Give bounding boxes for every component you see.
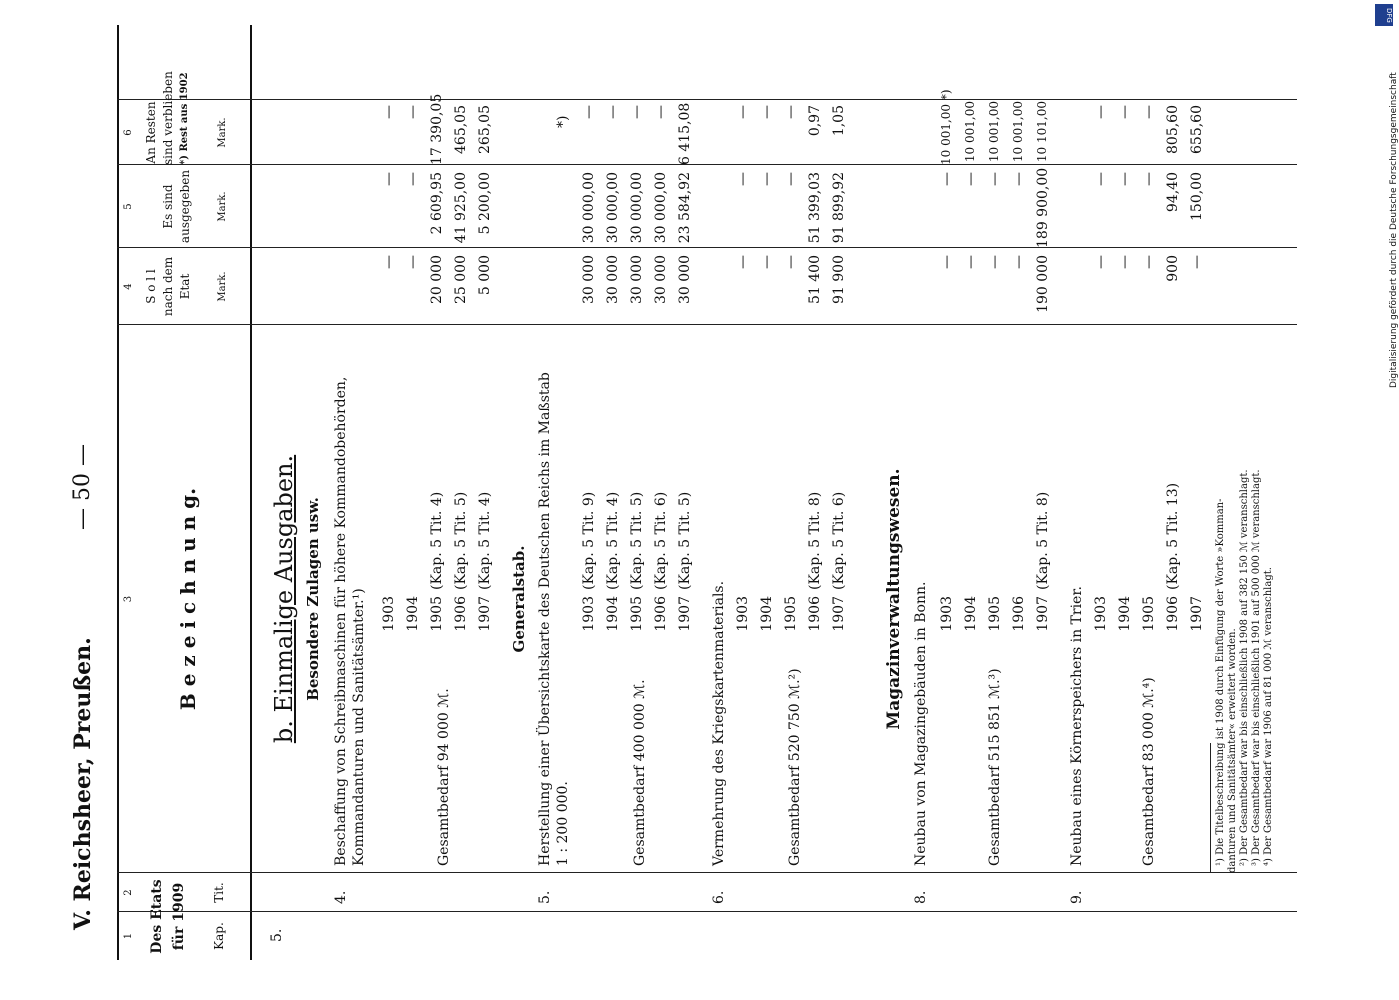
mark-label: Mark. [217,271,228,302]
footnote: ³) Der Gesamtbedarf war bis einschließlich 1901 auf 500 000 ℳ veranschlagt. [1251,469,1262,866]
ausgegeben-value: 23 584,92 [677,172,693,244]
column-number: 2 [123,889,134,896]
year: 1906 [1165,596,1181,632]
reste-heading: *) Rest aus 1902 [179,72,190,165]
soll-value: — [759,255,775,269]
year: 1905 [1141,596,1157,632]
ausgegeben-value: 91 899,92 [831,172,847,244]
reference: (Kap. 5 Tit. 5) [629,491,645,590]
ausgegeben-value: — [963,172,979,186]
soll-value: 25 000 [453,255,469,304]
gesamtbedarf: Gesamtbedarf 520 750 ℳ.²) [787,668,803,866]
rest-value: — [1117,105,1133,119]
year: 1904 [405,596,421,632]
gesamtbedarf: Gesamtbedarf 83 000 ℳ.⁴) [1141,677,1157,866]
rest-value: 17 390,05 [429,93,445,165]
rest-value: 10 001,00 [987,101,1001,163]
rest-value: 1,05 [831,105,847,137]
mark-label: Mark. [217,117,228,148]
ausgegeben-value: 150,00 [1189,172,1205,221]
kap-heading: Kap. [212,922,226,950]
year: 1904 [605,596,621,632]
rest-value: 465,05 [453,105,469,154]
ausgegeben-value: — [783,172,799,186]
item-text: Beschaffung von Schreibmaschinen für höhere Kommandobehörden, [333,376,349,866]
reference: (Kap. 5 Tit. 5) [677,491,693,590]
reference: (Kap. 5 Tit. 4) [477,491,493,590]
year: 1907 [677,596,693,632]
soll-value: 190 000 [1035,255,1051,313]
ausgegeben-value: — [759,172,775,186]
year: 1905 [429,596,445,632]
ausgegeben-value: 30 000,00 [605,172,621,244]
soll-value: 900 [1165,255,1181,282]
ausgegeben-value: 5 200,00 [477,172,493,235]
year: 1907 [477,596,493,632]
ausgegeben-value: 2 609,95 [429,172,445,235]
reference: (Kap. 5 Tit. 8) [1035,491,1051,590]
soll-value: — [1141,255,1157,269]
mark-label: Mark. [217,191,228,222]
reste-heading: sind verblieben [161,71,175,165]
soll-heading: Etat [178,273,192,300]
soll-value: — [963,255,979,269]
soll-value: 51 400 [807,255,823,304]
column-number: 1 [123,932,134,940]
ausgegeben-value: — [1141,172,1157,186]
ausgegeben-value: — [939,172,955,186]
soll-value: — [1189,255,1205,269]
ausgegeben-value: — [987,172,1003,186]
item-number: 9. [1069,890,1085,904]
soll-value: — [1117,255,1133,269]
rest-value: — [759,105,775,119]
ausgegeben-value: 94,40 [1165,172,1181,213]
year: 1903 [1093,596,1109,632]
ausgegeben-value: 30 000,00 [653,172,669,244]
item-number: 6. [711,890,727,904]
item-text: Neubau von Magazingebäuden in Bonn. [913,581,929,866]
year: 1904 [1117,596,1133,632]
year: 1903 [735,596,751,632]
rest-value: 805,60 [1165,105,1181,154]
item-number: 8. [913,890,929,904]
column-number: 3 [123,595,134,603]
footnote: ⁴) Der Gesamtbedarf war 1906 auf 81 000 ℳ veranschlagt. [1263,567,1274,866]
gesamtbedarf: Gesamtbedarf 515 851 ℳ.³) [987,668,1003,866]
page-number: — 50 — [70,444,95,530]
soll-value: — [1093,255,1109,269]
rest-value: — [653,105,669,119]
year: 1907 [831,596,847,632]
rest-value: 0,97 [807,105,823,137]
subheading: Magazinverwaltungswesen. [884,468,904,730]
ausgegeben-value: 30 000,00 [629,172,645,244]
item-number: 4. [333,890,349,904]
section-title: b. Einmalige Ausgaben. [270,454,298,744]
year: 1905 [987,596,1003,632]
ausgegeben-value: — [405,172,421,186]
rest-value: 10 001,00 [1011,101,1025,163]
year: 1903 [381,596,397,632]
footnote: danturen und Sanitätsämter« erweitert worden. [1227,628,1238,873]
rest-value: — [783,105,799,119]
reference: (Kap. 5 Tit. 6) [653,491,669,590]
item-text: Vermehrung des Kriegskartenmaterials. [711,580,727,866]
rest-value: 10 101,00 [1035,101,1049,163]
year: 1903 [581,596,597,632]
soll-value: 20 000 [429,255,445,304]
year: 1907 [1035,596,1051,632]
column-rule [117,99,1297,100]
year: 1906 [807,596,823,632]
reference: (Kap. 5 Tit. 8) [807,491,823,590]
ausgegeben-value: 41 925,00 [453,172,469,244]
rest-value: — [605,105,621,119]
soll-value: — [939,255,955,269]
etat-heading: Des Etats [149,879,165,954]
rest-value: — [405,105,421,119]
subheading: Generalstab. [510,545,528,653]
item-text: Herstellung einer Übersichtskarte des Deutschen Reichs im Maßstab [537,372,553,866]
rest-value: — [381,105,397,119]
year: 1905 [629,596,645,632]
tit-heading: Tit. [212,882,226,903]
item-text: 1 : 200 000. [555,781,571,866]
ausgegeben-heading: ausgegeben [178,169,192,244]
ausgegeben-value: — [1011,172,1027,186]
column-number: 4 [123,283,134,290]
soll-value: 5 000 [477,255,493,296]
reference: (Kap. 5 Tit. 4) [605,491,621,590]
top-rule [117,25,119,960]
gesamtbedarf: Gesamtbedarf 400 000 ℳ. [632,679,648,866]
soll-value: — [783,255,799,269]
ausgegeben-value: 51 399,03 [807,172,823,244]
dfg-logo: DFG [1375,4,1393,26]
reference: (Kap. 5 Tit. 13) [1165,482,1181,590]
year: 1907 [1189,596,1205,632]
year: 1904 [759,596,775,632]
soll-heading: nach dem [161,256,175,317]
header-rule [250,25,252,960]
item-text: Neubau eines Körnerspeichers in Trier. [1069,586,1085,866]
soll-value: 30 000 [581,255,597,304]
item-text: Kommandanturen und Sanitätsämter.¹) [351,588,367,866]
rest-value: 6 415,08 [677,102,693,165]
rest-value: 265,05 [477,105,493,154]
year: 1906 [1011,596,1027,632]
rest-value: — [629,105,645,119]
ausgegeben-heading: Es sind [161,184,175,229]
etat-heading: für 1909 [171,882,187,951]
reference: (Kap. 5 Tit. 6) [831,491,847,590]
soll-heading: S o l l [144,269,158,304]
year: 1906 [453,596,469,632]
item-number: 5. [537,890,553,904]
ausgegeben-value: 189 900,00 [1035,167,1051,248]
rest-value: — [1141,105,1157,119]
soll-value: — [987,255,1003,269]
footnote-rule [1210,743,1211,873]
rest-value: 10 001,00 *) [939,89,953,165]
rest-value: 655,60 [1189,105,1205,154]
reference: (Kap. 5 Tit. 9) [581,491,597,590]
subheading: Besondere Zulagen usw. [304,497,322,701]
section-header: V. Reichsheer, Preußen. [70,637,96,930]
ausgegeben-value: — [1117,172,1133,186]
footnote: ²) Der Gesamtbedarf war bis einschließlich 1908 auf 382 150 ℳ veranschlagt. [1239,469,1250,866]
soll-value: 30 000 [629,255,645,304]
footnote-marker: *) [555,115,571,128]
credit-text: Digitalisierung gefördert durch die Deutsche Forschungsgemeinschaft [1389,72,1399,388]
ausgegeben-value: 30 000,00 [581,172,597,244]
soll-value: 91 900 [831,255,847,304]
soll-value: — [381,255,397,269]
year: 1903 [939,596,955,632]
footnote: ¹) Die Titelbeschreibung ist 1908 durch Einfügung der Worte »Komman- [1215,498,1226,866]
kap-value: 5. [269,928,285,942]
gesamtbedarf: Gesamtbedarf 94 000 ℳ. [436,688,452,866]
column-number: 6 [123,129,134,136]
bezeichnung-heading: B e z e i c h n u n g. [176,487,200,711]
rest-value: — [735,105,751,119]
ausgegeben-value: — [1093,172,1109,186]
reference: (Kap. 5 Tit. 4) [429,491,445,590]
soll-value: — [735,255,751,269]
year: 1906 [653,596,669,632]
year: 1904 [963,596,979,632]
year: 1905 [783,596,799,632]
ausgegeben-value: — [735,172,751,186]
soll-value: — [1011,255,1027,269]
rest-value: — [1093,105,1109,119]
reste-heading: An Resten [144,101,158,164]
column-number: 5 [123,203,134,210]
soll-value: — [405,255,421,269]
ausgegeben-value: — [381,172,397,186]
soll-value: 30 000 [677,255,693,304]
reference: (Kap. 5 Tit. 5) [453,491,469,590]
rest-value: — [581,105,597,119]
soll-value: 30 000 [605,255,621,304]
column-rule [117,911,1297,912]
soll-value: 30 000 [653,255,669,304]
rest-value: 10 001,00 [963,101,977,163]
credit-strip [1377,7,1399,388]
